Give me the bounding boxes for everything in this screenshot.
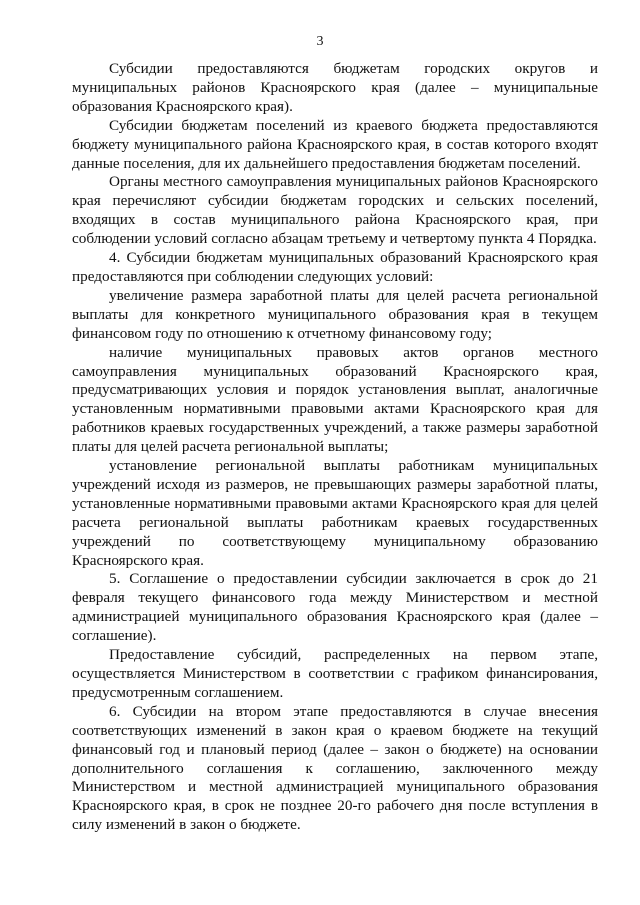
paragraph-local-authorities: Органы местного самоуправления муниципальных районов Красноярского края перечисляют субсидии бюджетам городских и сельских поселений, входящих в состав муниципального района Красноярского края, при соблюдении условий согласно абзацам третьему и четвертому пункта 4 Порядка. (72, 173, 598, 248)
paragraph-settlement-budgets: Субсидии бюджетам поселений из краевого бюджета предоставляются бюджету муниципального района Красноярского края, в состав которого входят данные поселения, для их дальнейшего предоставления бюджетам поселений. (72, 116, 598, 172)
paragraph-condition-legal-acts: наличие муниципальных правовых актов органов местного самоуправления муниципальных образований Красноярского края, предусматривающих условия и порядок установления выплат, аналогичные установленным нормативными правовыми актами Красноярского края для работников краевых государственных учреждений, а также размеры заработной платы для целей расчета региональной выплаты; (72, 343, 598, 456)
document-body (72, 60, 598, 835)
paragraph-item-6-second-stage: 6. Субсидии на втором этапе предоставляются в случае внесения соответствующих изменений в закон края о краевом бюджете на текущий финансовый год и плановый период (далее – закон о бюджете) на основании дополнительного соглашения к соглашению, заключенного между Министерством и местной администрацией муниципального образования Красноярского края, в срок не позднее 20-го рабочего дня после вступления в силу изменений в закон о бюджете. (72, 702, 598, 834)
paragraph-condition-salary-increase: увеличение размера заработной платы для целей расчета региональной выплаты для конкретного муниципального образования края в текущем финансовом году по отношению к отчетному финансовому году; (72, 286, 598, 342)
paragraph-item-4-conditions: 4. Субсидии бюджетам муниципальных образований Красноярского края предоставляются при соблюдении следующих условий: (72, 249, 598, 285)
paragraph-first-stage: Предоставление субсидий, распределенных на первом этапе, осуществляется Министерством в соответствии с графиком финансирования, предусмотренным соглашением. (72, 646, 598, 701)
paragraph-item-5-agreement: 5. Соглашение о предоставлении субсидии заключается в срок до 21 февраля текущего финансового года между Министерством и местной администрацией муниципального образования Красноярского края (далее – соглашение). (72, 570, 598, 645)
paragraph-subsidy-recipients: Субсидии предоставляются бюджетам городских округов и муниципальных районов Красноярского края (далее – муниципальные образования Красноярского края). (72, 60, 598, 115)
page-number: 3 (316, 34, 324, 49)
paragraph-condition-regional-payment: установление региональной выплаты работникам муниципальных учреждений исходя из размеров, не превышающих размеры заработной платы, установленные нормативными правовыми актами Красноярского края для целей расчета региональной выплаты работникам краевых государственных учреждений по соответствующему муниципальному образованию Красноярского края. (72, 457, 598, 569)
